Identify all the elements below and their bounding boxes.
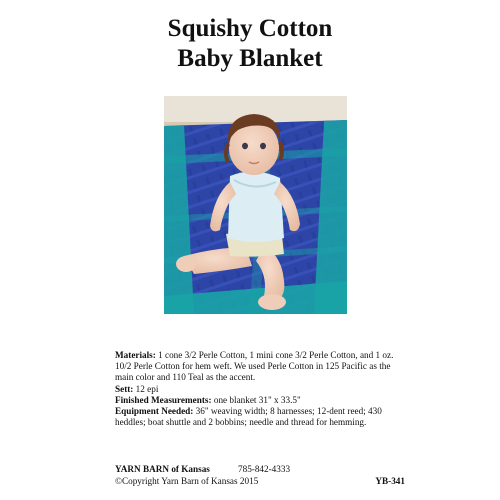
- copyright-notice: ©Copyright Yarn Barn of Kansas 2015: [115, 476, 259, 486]
- materials-text: 1 cone 3/2 Perle Cotton, 1 mini cone 3/2 Perle Cotton, and 1 oz. 10/2 Perle Cotton for hem weft. We used Perle Cotton in 125 Pacific as the main color and 110 Teal as the accent.: [115, 350, 394, 383]
- materials-paragraph: [115, 350, 405, 384]
- equipment-paragraph: [115, 406, 405, 428]
- sett-paragraph: [115, 384, 405, 395]
- measurements-label: Finished Measurements:: [115, 394, 212, 405]
- publisher-footer: [115, 463, 405, 487]
- materials-label: Materials:: [115, 350, 156, 360]
- pattern-title: [0, 14, 500, 74]
- baby-on-blanket-photo: [164, 96, 347, 314]
- measurements-text: one blanket 31" x 33.5": [213, 394, 301, 405]
- sett-text: 12 epi: [135, 383, 159, 394]
- pattern-code: YB-341: [375, 476, 405, 486]
- equipment-label: Equipment Needed:: [115, 406, 194, 417]
- pattern-specifications: [115, 350, 405, 428]
- equipment-text: 36" weaving width; 8 harnesses; 12-dent reed; 430 heddles; boat shuttle and 2 bobbins; needle and thread for hemming.: [115, 406, 382, 428]
- publisher-name: YARN BARN of Kansas: [115, 464, 210, 474]
- publisher-phone: 785-842-4333: [238, 464, 291, 474]
- measurements-paragraph: [115, 395, 405, 406]
- sett-label: Sett:: [115, 383, 134, 394]
- title-line-1: Squishy Cotton: [167, 15, 333, 42]
- title-line-2: Baby Blanket: [177, 45, 323, 72]
